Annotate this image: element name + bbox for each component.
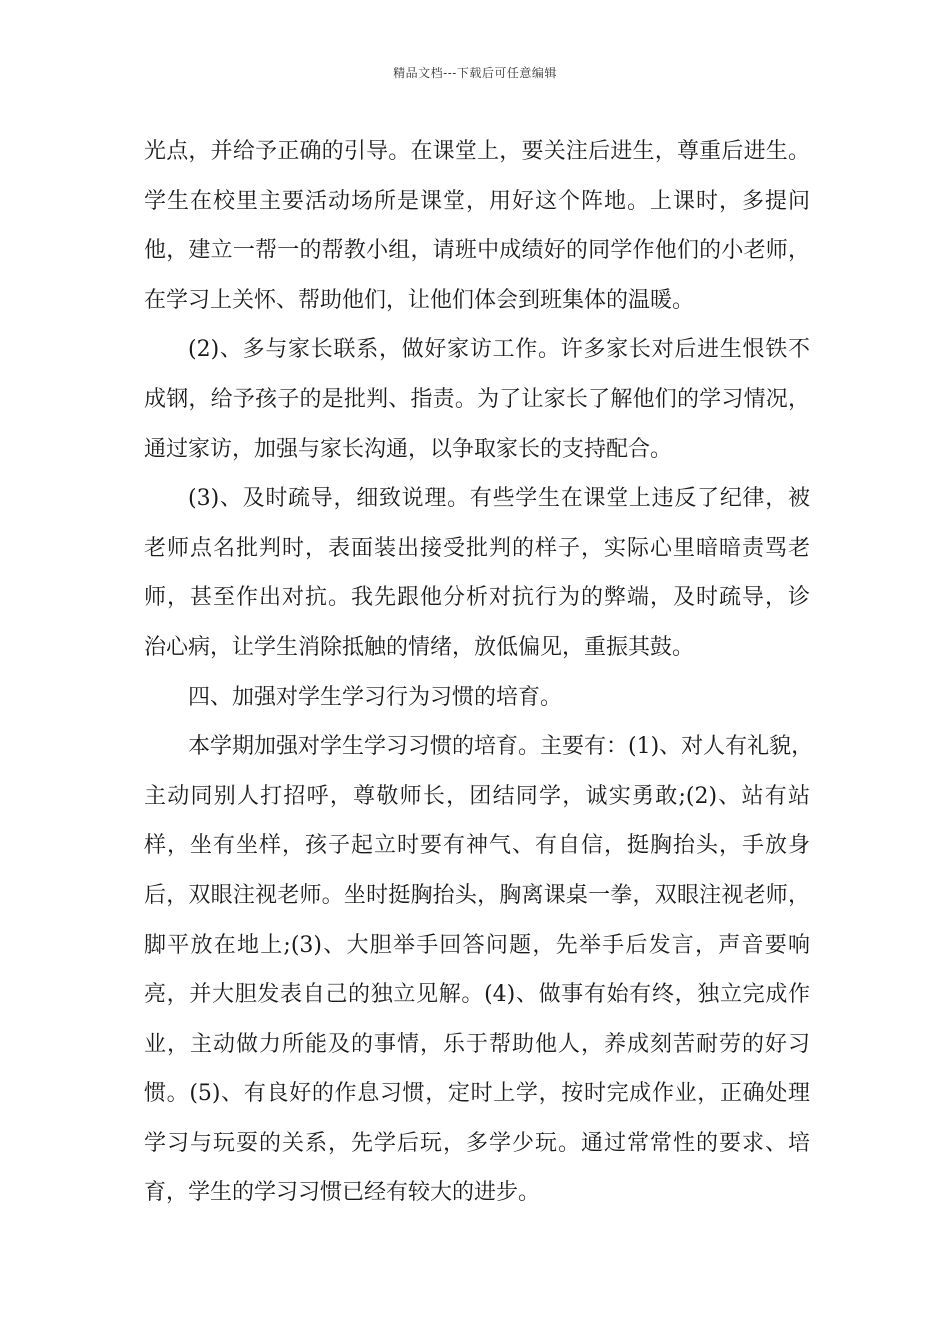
body-line: 通过家访，加强与家长沟通，以争取家长的支持配合。	[144, 436, 673, 462]
body-line: 样，坐有坐样，孩子起立时要有神气、有自信，挺胸抬头，手放身	[144, 833, 810, 859]
body-line: 育，学生的学习习惯已经有较大的进步。	[144, 1180, 541, 1206]
paragraph-start-line: (3)、及时疏导，细致说理。有些学生在课堂上违反了纪律，被	[188, 486, 810, 512]
body-line: 后，双眼注视老师。坐时挺胸抬头，胸离课桌一拳，双眼注视老师，	[144, 882, 810, 908]
section-heading: 四、加强对学生学习行为习惯的培育。	[188, 684, 563, 710]
body-line: 学习与玩耍的关系，先学后玩，多学少玩。通过常常性的要求、培	[144, 1130, 810, 1156]
body-line: 老师点名批判时，表面装出接受批判的样子，实际心里暗暗责骂老	[144, 535, 810, 561]
body-line: 师，甚至作出对抗。我先跟他分析对抗行为的弊端，及时疏导，诊	[144, 585, 810, 611]
body-line: 亮，并大胆发表自己的独立见解。(4)、做事有始有终，独立完成作	[144, 982, 810, 1008]
body-line: 他，建立一帮一的帮教小组，请班中成绩好的同学作他们的小老师，	[144, 238, 810, 264]
body-line: 光点，并给予正确的引导。在课堂上，要关注后进生，尊重后进生。	[144, 139, 810, 164]
body-line: 惯。(5)、有良好的作息习惯，定时上学，按时完成作业，正确处理	[144, 1081, 810, 1107]
body-line: 在学习上关怀、帮助他们，让他们体会到班集体的温暖。	[144, 287, 695, 313]
body-line: 主动同别人打招呼，尊敬师长，团结同学，诚实勇敢;(2)、站有站	[144, 783, 810, 809]
body-line: 脚平放在地上;(3)、大胆举手回答问题，先举手后发言，声音要响	[144, 932, 810, 958]
body-line: 业，主动做力所能及的事情，乐于帮助他人，养成刻苦耐劳的好习	[144, 1031, 810, 1057]
paragraph-start-line: (2)、多与家长联系，做好家访工作。许多家长对后进生恨铁不	[188, 337, 810, 363]
body-line: 学生在校里主要活动场所是课堂，用好这个阵地。上课时，多提问	[144, 188, 810, 214]
body-line: 成钢，给予孩子的是批判、指责。为了让家长了解他们的学习情况，	[144, 386, 810, 412]
page-header: 精品文档---下载后可任意编辑	[393, 66, 557, 80]
body-line: 治心病，让学生消除抵触的情绪，放低偏见，重振其鼓。	[144, 634, 695, 660]
document-body	[144, 127, 814, 1218]
paragraph-start-line: 本学期加强对学生学习习惯的培育。主要有：(1)、对人有礼貌，	[188, 734, 814, 760]
